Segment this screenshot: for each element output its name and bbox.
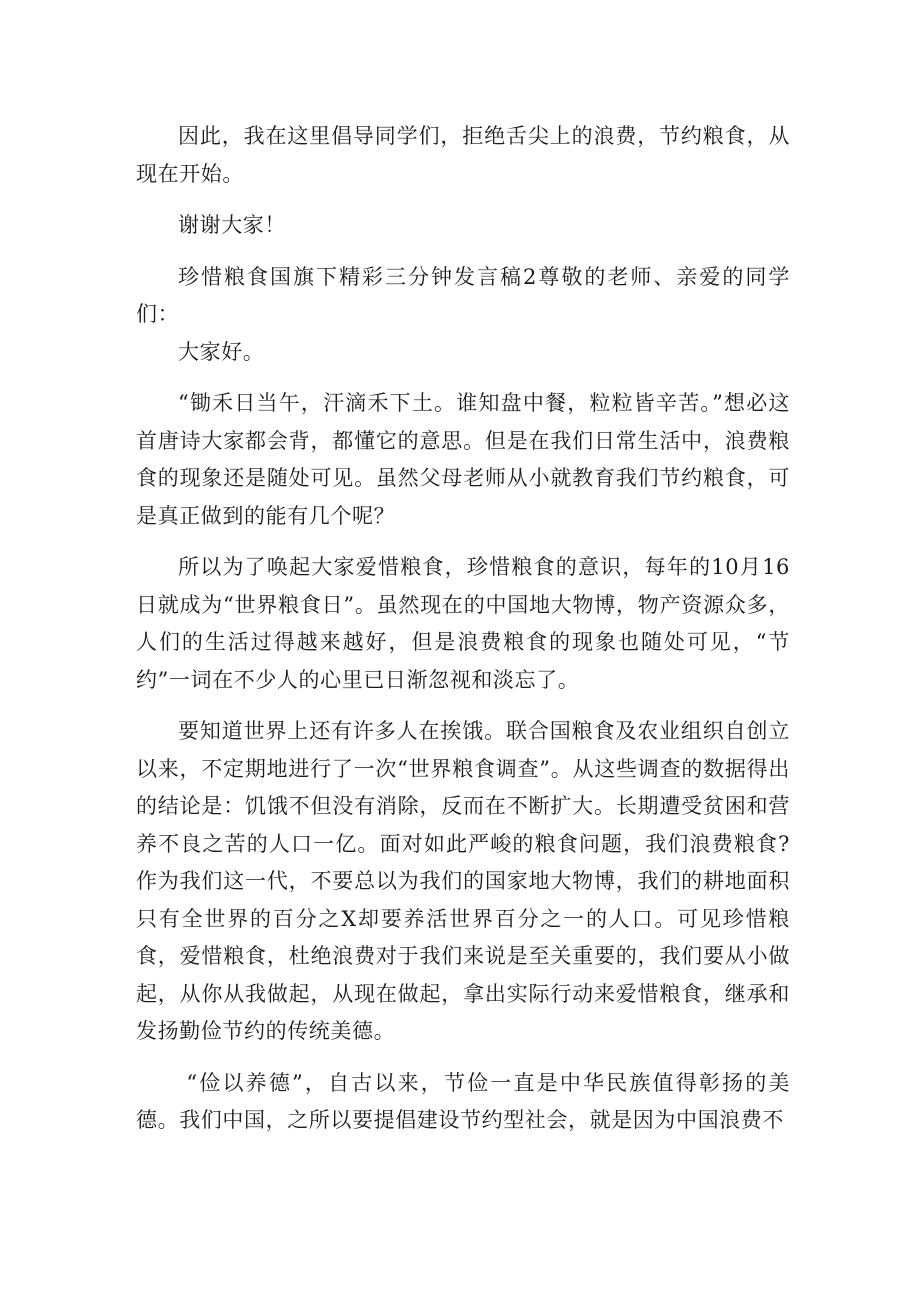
paragraph-speech-title: 珍惜粮食国旗下精彩三分钟发言稿2尊敬的老师、亲爱的同学们： bbox=[136, 264, 790, 326]
paragraph-thanks: 谢谢大家！ bbox=[178, 213, 286, 237]
paragraph-food-day: 所以为了唤起大家爱惜粮食，珍惜粮食的意识，每年的10月16日就成为“世界粮食日”。虽然现在的中国地大物博，物产资源众多，人们的生活过得越来越好，但是浪费粮食的现象也随处可见，“节约”一词在不少人的心里已日渐忽视和淡忘了。 bbox=[136, 555, 790, 692]
document-body bbox=[136, 118, 790, 1140]
paragraph-poem: “锄禾日当午，汗滴禾下土。谁知盘中餐，粒粒皆辛苦。”想必这首唐诗大家都会背，都懂它的意思。但是在我们日常生活中，浪费粮食的现象还是随处可见。虽然父母老师从小就教育我们节约粮食，可是真正做到的能有几个呢？ bbox=[136, 391, 790, 528]
paragraph-thrift: “俭以养德”，自古以来，节俭一直是中华民族值得彰扬的美德。我们中国，之所以要提倡建设节约型社会，就是因为中国浪费不 bbox=[136, 1070, 790, 1132]
paragraph-hunger: 要知道世界上还有许多人在挨饿。联合国粮食及农业组织自创立以来，不定期地进行了一次“世界粮食调查”。从这些调查的数据得出的结论是：饥饿不但没有消除，反而在不断扩大。长期遭受贫困和营养不良之苦的人口一亿。面对如此严峻的粮食问题，我们浪费粮食?作为我们这一代，不要总以为我们的国家地大物博，我们的耕地面积只有全世界的百分之X却要养活世界百分之一的人口。可见珍惜粮食，爱惜粮食，杜绝浪费对于我们来说是至关重要的，我们要从小做起，从你从我做起，从现在做起，拿出实际行动来爱惜粮食，继承和发扬勤俭节约的传统美德。 bbox=[136, 719, 790, 1043]
paragraph-greeting: 大家好。 bbox=[178, 339, 265, 364]
paragraph-call-to-action: 因此，我在这里倡导同学们，拒绝舌尖上的浪费，节约粮食，从现在开始。 bbox=[136, 124, 790, 186]
